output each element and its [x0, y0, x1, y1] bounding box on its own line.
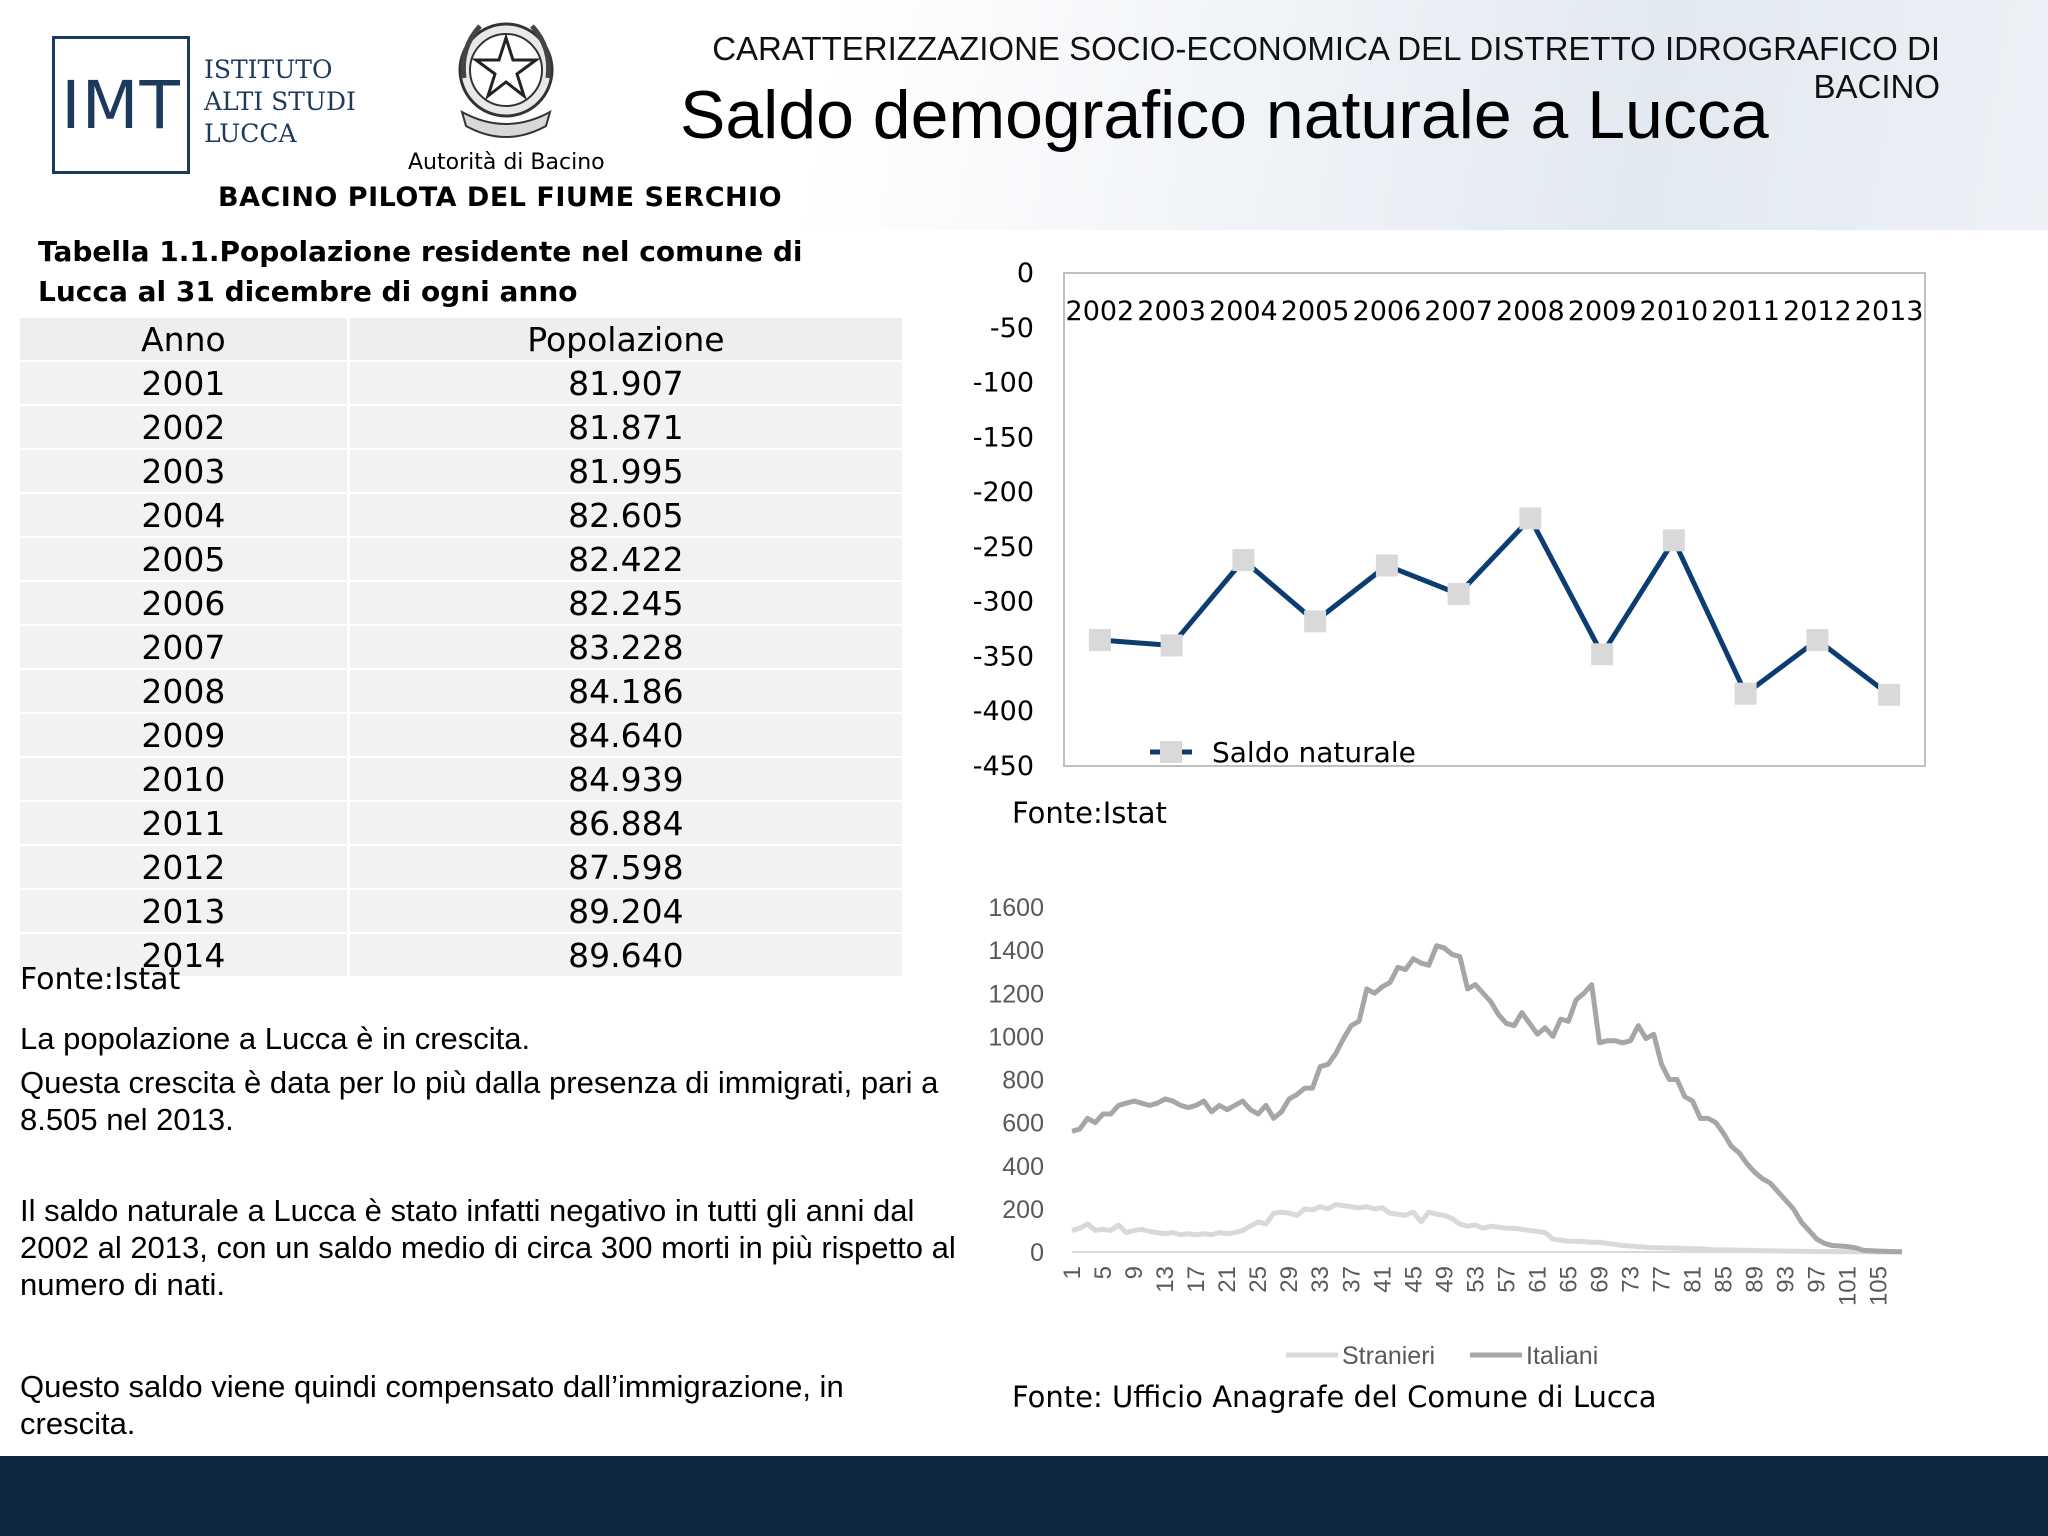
x-tick-label: 53 [1462, 1266, 1490, 1293]
data-point [1304, 610, 1326, 632]
basin-label: BACINO PILOTA DEL FIUME SERCHIO [218, 182, 783, 213]
table-row [20, 713, 902, 757]
x-tick-label: 77 [1648, 1266, 1676, 1293]
data-point [1519, 507, 1541, 529]
legend-label: Italiani [1526, 1342, 1599, 1370]
population-cell: 89.640 [348, 933, 902, 977]
year-cell: 2001 [20, 361, 348, 405]
data-point [1089, 629, 1111, 651]
population-cell: 82.605 [348, 493, 902, 537]
population-cell: 84.186 [348, 669, 902, 713]
x-tick-label: 33 [1307, 1266, 1335, 1293]
population-cell: 81.907 [348, 361, 902, 405]
x-tick-label: 1 [1059, 1266, 1086, 1280]
table-row [20, 625, 902, 669]
population-cell: 86.884 [348, 801, 902, 845]
x-tick-label: 13 [1152, 1266, 1180, 1293]
x-tick-label: 2003 [1137, 296, 1206, 327]
x-tick-label: 9 [1121, 1266, 1149, 1280]
x-tick-label: 2012 [1783, 296, 1852, 327]
year-cell: 2013 [20, 889, 348, 933]
imt-logo-text [204, 54, 364, 150]
institute-line-3: LUCCA [204, 119, 297, 148]
table-row [20, 801, 902, 845]
y-tick-label: -350 [972, 641, 1034, 673]
x-tick-label: 5 [1090, 1266, 1118, 1280]
y-tick-label: 0 [1016, 258, 1034, 289]
institute-line-2: ALTI STUDI [204, 87, 356, 116]
footer-band [0, 1456, 2048, 1536]
x-tick-label: 101 [1834, 1266, 1862, 1307]
x-tick-label: 45 [1400, 1266, 1428, 1293]
data-point [1878, 684, 1900, 706]
paragraph-immigration: Questa crescita è data per lo più dalla presenza di immigrati, pari a 8.505 nel 2013. [20, 1065, 939, 1137]
data-point [1232, 549, 1254, 571]
data-point [1663, 529, 1685, 551]
data-point [1735, 683, 1757, 705]
table-row [20, 581, 902, 625]
table-row [20, 537, 902, 581]
table-caption: Tabella 1.1.Popolazione residente nel comune di Lucca al 31 dicembre di ogni anno [38, 235, 803, 308]
y-tick-label: -300 [972, 586, 1034, 618]
x-tick-label: 89 [1741, 1266, 1769, 1293]
x-tick-label: 2011 [1711, 296, 1780, 327]
legend-marker [1160, 741, 1182, 763]
table-row [20, 405, 902, 449]
x-tick-label: 2004 [1209, 296, 1278, 327]
legend-label: Stranieri [1342, 1342, 1436, 1370]
population-cell: 83.228 [348, 625, 902, 669]
year-cell: 2006 [20, 581, 348, 625]
table-row [20, 669, 902, 713]
table-row [20, 889, 902, 933]
age-distribution-chart [960, 880, 1940, 1380]
imt-logo-mark: IMT [52, 36, 190, 174]
table-row [20, 493, 902, 537]
plot-area [1064, 273, 1925, 766]
population-table [20, 318, 902, 978]
data-point [1591, 643, 1613, 665]
population-cell: 82.422 [348, 537, 902, 581]
institute-line-1: ISTITUTO [204, 55, 333, 84]
table-source: Fonte:Istat [20, 962, 181, 997]
data-point [1448, 583, 1470, 605]
authority-label: Autorità di Bacino [408, 150, 605, 175]
year-cell: 2008 [20, 669, 348, 713]
y-tick-label: 200 [1002, 1195, 1044, 1224]
paragraph-compensation: Questo saldo viene quindi compensato dall’immigrazione, in crescita. [20, 1369, 844, 1441]
year-cell: 2005 [20, 537, 348, 581]
x-tick-label: 65 [1555, 1266, 1583, 1293]
column-header-population: Popolazione [348, 318, 902, 361]
y-tick-label: -200 [972, 477, 1034, 509]
y-tick-label: 600 [1002, 1109, 1044, 1138]
x-tick-label: 2007 [1424, 296, 1493, 327]
year-cell: 2004 [20, 493, 348, 537]
year-cell: 2009 [20, 713, 348, 757]
table-row [20, 361, 902, 405]
chart2-source: Fonte: Ufficio Anagrafe del Comune di Lucca [1012, 1380, 1657, 1414]
natural-balance-chart [960, 250, 1940, 790]
table-row [20, 757, 902, 801]
population-cell: 81.871 [348, 405, 902, 449]
y-tick-label: 0 [1030, 1239, 1044, 1267]
x-tick-label: 21 [1214, 1266, 1242, 1293]
population-cell: 82.245 [348, 581, 902, 625]
table-row [20, 449, 902, 493]
table-header-row [20, 318, 902, 361]
legend-label: Saldo naturale [1212, 736, 1416, 769]
y-tick-label: -150 [972, 422, 1034, 454]
y-tick-label: 400 [1002, 1152, 1044, 1181]
chart1-source: Fonte:Istat [1012, 796, 1167, 830]
year-cell: 2012 [20, 845, 348, 889]
population-cell: 89.204 [348, 889, 902, 933]
paragraph-growth: La popolazione a Lucca è in crescita. [20, 1021, 531, 1056]
y-tick-label: -250 [972, 531, 1034, 563]
x-tick-label: 2010 [1639, 296, 1709, 327]
x-tick-label: 93 [1772, 1266, 1800, 1293]
header-title: CARATTERIZZAZIONE SOCIO-ECONOMICA DEL DISTRETTO IDROGRAFICO DI BACINO [712, 30, 1940, 105]
series-line-italiani [1072, 946, 1902, 1252]
series-line-stranieri [1072, 1205, 1902, 1252]
italian-emblem-icon [450, 8, 562, 148]
x-tick-label: 61 [1524, 1266, 1552, 1293]
x-tick-label: 2005 [1280, 296, 1350, 327]
x-tick-label: 2002 [1065, 296, 1135, 327]
y-tick-label: 1600 [988, 894, 1044, 922]
year-cell: 2007 [20, 625, 348, 669]
x-tick-label: 17 [1183, 1266, 1211, 1293]
x-tick-label: 49 [1431, 1266, 1459, 1293]
x-tick-label: 97 [1803, 1266, 1831, 1293]
y-tick-label: 1400 [988, 937, 1044, 966]
population-cell: 87.598 [348, 845, 902, 889]
x-tick-label: 69 [1586, 1266, 1614, 1293]
column-header-year: Anno [20, 318, 348, 361]
x-tick-label: 2013 [1854, 296, 1924, 327]
y-tick-label: -450 [972, 751, 1034, 782]
paragraph-natural-balance: Il saldo naturale a Lucca è stato infatti negativo in tutti gli anni dal 2002 al 2013, con un saldo medio di circa 300 morti in più rispetto al numero di nati. [20, 1193, 956, 1302]
x-tick-label: 2008 [1496, 296, 1565, 327]
x-tick-label: 37 [1338, 1266, 1366, 1293]
year-cell: 2002 [20, 405, 348, 449]
year-cell: 2003 [20, 449, 348, 493]
x-tick-label: 81 [1679, 1266, 1707, 1293]
population-cell: 84.939 [348, 757, 902, 801]
x-tick-label: 2006 [1352, 296, 1422, 327]
x-tick-label: 73 [1617, 1266, 1645, 1293]
year-cell: 2014 [20, 933, 348, 977]
data-point [1806, 629, 1828, 651]
x-tick-label: 41 [1369, 1266, 1397, 1293]
population-cell: 81.995 [348, 449, 902, 493]
data-point [1376, 555, 1398, 577]
data-point [1161, 634, 1183, 656]
y-tick-label: 1000 [988, 1023, 1044, 1052]
imt-logo [52, 36, 356, 180]
x-tick-label: 57 [1493, 1266, 1521, 1293]
x-tick-label: 29 [1276, 1266, 1304, 1293]
x-tick-label: 2009 [1567, 296, 1637, 327]
x-tick-label: 25 [1245, 1266, 1273, 1293]
page-title: Saldo demografico naturale a Lucca [680, 77, 1769, 153]
year-cell: 2011 [20, 801, 348, 845]
population-cell: 84.640 [348, 713, 902, 757]
x-tick-label: 85 [1710, 1266, 1738, 1293]
y-tick-label: -400 [972, 696, 1034, 728]
y-tick-label: -50 [989, 312, 1034, 344]
y-tick-label: 1200 [988, 980, 1044, 1009]
year-cell: 2010 [20, 757, 348, 801]
y-tick-label: -100 [972, 367, 1034, 399]
x-tick-label: 105 [1865, 1266, 1893, 1307]
table-row [20, 845, 902, 889]
y-tick-label: 800 [1002, 1066, 1044, 1095]
